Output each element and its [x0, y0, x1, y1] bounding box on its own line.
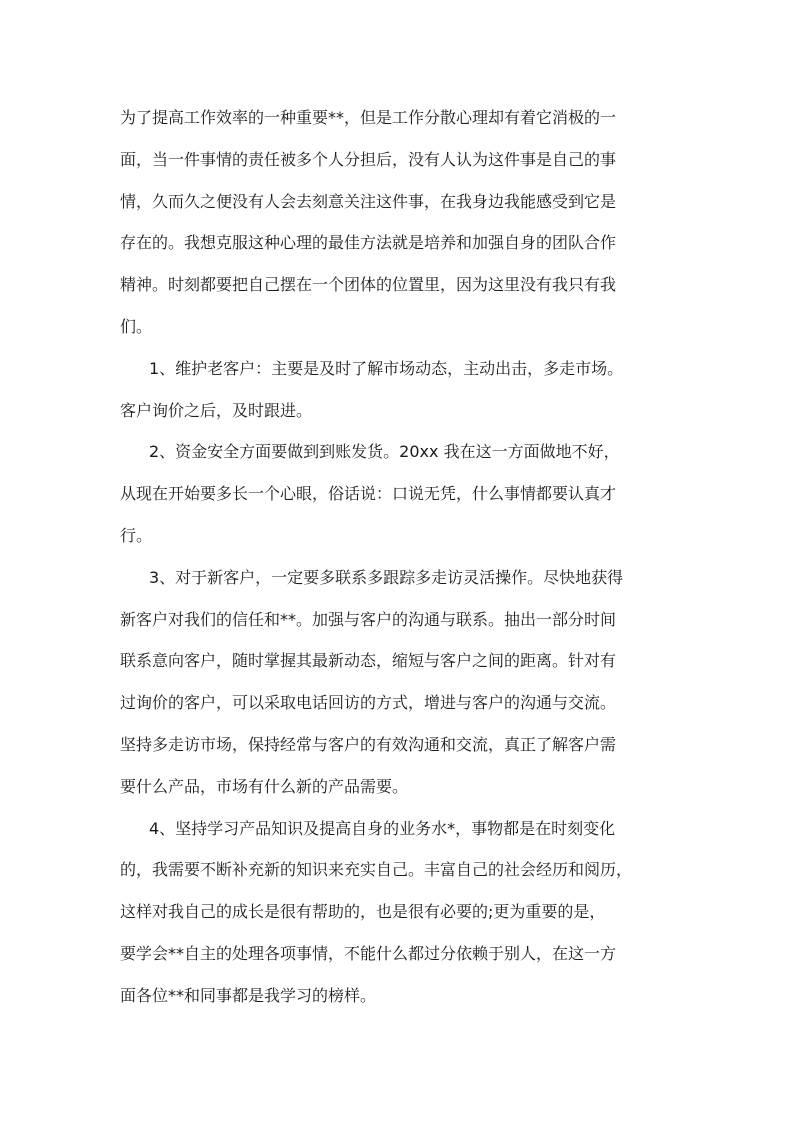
text-line: 情，久而久之便没有人会去刻意关注这件事，在我身边我能感受到它是: [120, 191, 617, 211]
text-line: 这样对我自己的成长是很有帮助的，也是很有必要的;更为重要的是，: [120, 902, 606, 922]
text-line: 面各位**和同事都是我学习的榜样。: [120, 985, 377, 1005]
paragraph-item-3: [120, 557, 678, 808]
text-line: 坚持多走访市场，保持经常与客户的有效沟通和交流，真正了解客户需: [120, 734, 617, 754]
text-line: 新客户对我们的信任和**。加强与客户的沟通与联系。抽出一部分时间: [120, 609, 617, 629]
text-line: 4、坚持学习产品知识及提高自身的业务水*，事物都是在时刻变化: [149, 818, 616, 838]
text-line: 要什么产品，市场有什么新的产品需要。: [120, 776, 409, 796]
text-line: 要学会**自主的处理各项事情，不能什么都过分依赖于别人，在这一方: [120, 943, 617, 963]
text-line: 精神。时刻都要把自己摆在一个团体的位置里，因为这里没有我只有我: [120, 275, 617, 295]
text-line: 们。: [120, 316, 153, 336]
text-line: 1、维护老客户：主要是及时了解市场动态，主动出击，多走市场。: [149, 358, 624, 378]
text-line: 从现在开始要多长一个心眼，俗话说：口说无凭，什么事情都要认真才: [120, 484, 617, 504]
text-line: 过询价的客户，可以采取电话回访的方式，增进与客户的沟通与交流。: [120, 693, 617, 713]
text-line: 的，我需要不断补充新的知识来充实自己。丰富自己的社会经历和阅历，: [120, 860, 633, 880]
document-body: [120, 97, 678, 1017]
text-line: 2、资金安全方面要做到到账发货。20xx 我在这一方面做地不好，: [149, 442, 620, 462]
text-line: 客户询价之后，及时跟进。: [120, 400, 313, 420]
text-line: 联系意向客户，随时掌握其最新动态，缩短与客户之间的距离。针对有: [120, 651, 617, 671]
paragraph-item-2: [120, 431, 678, 556]
text-line: 3、对于新客户，一定要多联系多跟踪多走访灵活操作。尽快地获得: [149, 567, 624, 587]
paragraph-item-4: [120, 808, 678, 1017]
text-line: 行。: [120, 525, 153, 545]
text-line: 面，当一件事情的责任被多个人分担后，没有人认为这件事是自己的事: [120, 149, 617, 169]
text-line: 存在的。我想克服这种心理的最佳方法就是培养和加强自身的团队合作: [120, 233, 617, 253]
paragraph-teamwork: [120, 97, 678, 348]
paragraph-item-1: [120, 348, 678, 432]
text-line: 为了提高工作效率的一种重要**，但是工作分散心理却有着它消极的一: [120, 108, 617, 127]
